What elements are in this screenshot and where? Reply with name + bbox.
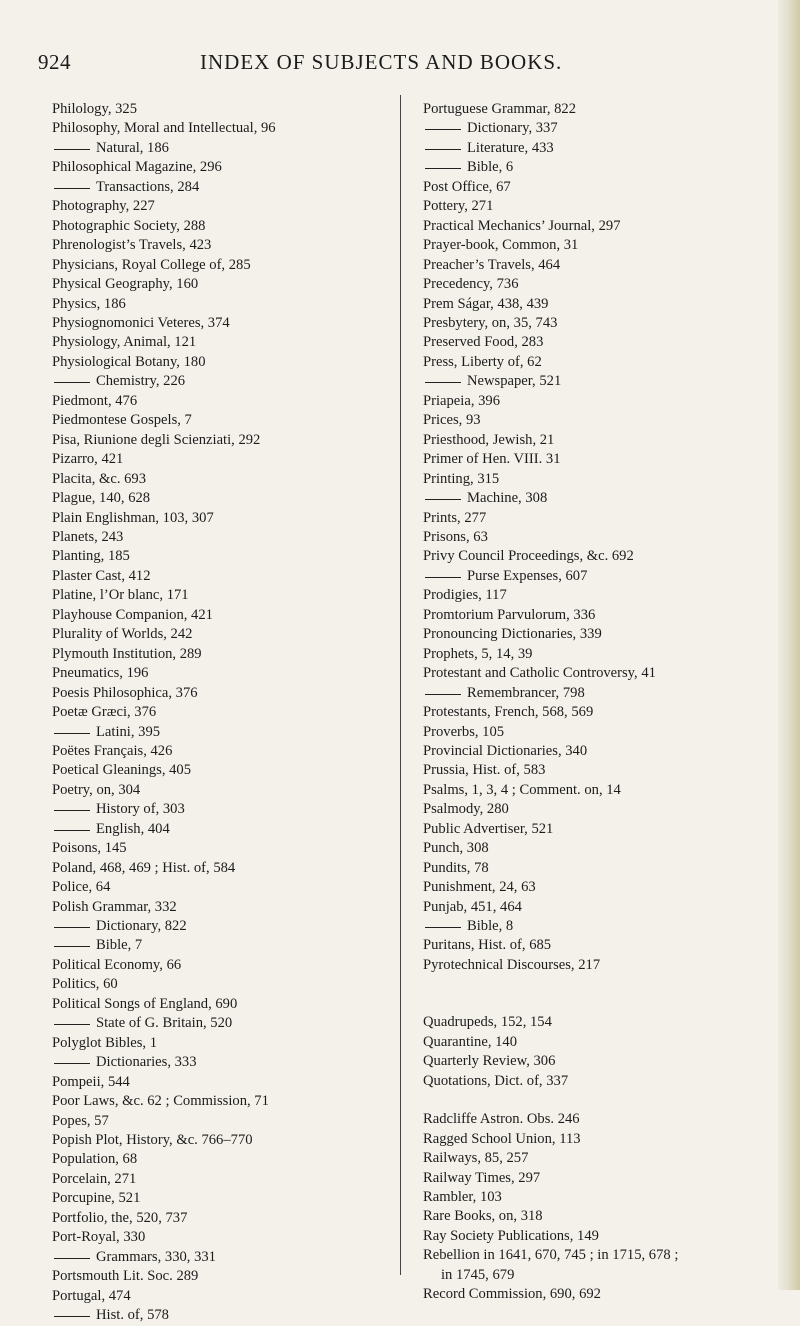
index-entry — [52, 975, 392, 994]
index-entry — [52, 489, 392, 508]
index-entry — [423, 1207, 783, 1226]
index-subentry — [52, 372, 392, 391]
index-subentry — [52, 1053, 392, 1072]
index-entry-text: Press, Liberty of, 62 — [423, 353, 542, 370]
index-entry — [52, 236, 392, 255]
index-entry — [52, 411, 392, 430]
index-entry-text: Placita, &c. 693 — [52, 470, 147, 487]
index-entry — [52, 547, 392, 566]
index-entry-text: Chemistry, 226 — [96, 373, 186, 390]
column-divider — [400, 95, 401, 1275]
index-entry-text: Dictionaries, 333 — [96, 1054, 197, 1071]
index-entry — [423, 1110, 783, 1129]
index-entry — [52, 392, 392, 411]
index-entry-text: Politics, 60 — [52, 976, 118, 993]
index-entry-text: Protestant and Catholic Controversy, 41 — [423, 665, 656, 682]
index-entry — [423, 800, 783, 819]
index-entry — [423, 1188, 783, 1207]
index-entry-text: Poesis Philosophica, 376 — [52, 684, 198, 701]
index-entry-text: Political Economy, 66 — [52, 956, 182, 973]
index-entry-text: Prices, 93 — [423, 412, 481, 429]
index-entry-text: Philosophy, Moral and Intellectual, 96 — [52, 120, 276, 137]
index-entry-text: Dictionary, 337 — [467, 120, 558, 137]
section-gap — [423, 1091, 783, 1110]
index-entry-text: Pronouncing Dictionaries, 339 — [423, 626, 602, 643]
index-section-r — [423, 1110, 783, 1305]
index-entry — [423, 275, 783, 294]
index-subentry — [52, 800, 392, 819]
index-entry-text: Promtorium Parvulorum, 336 — [423, 606, 596, 623]
index-entry-text: Piedmontese Gospels, 7 — [52, 412, 192, 429]
index-entry-text: Quarantine, 140 — [423, 1033, 518, 1050]
index-entry — [423, 178, 783, 197]
index-column-right — [423, 100, 783, 1305]
index-entry — [423, 1052, 783, 1071]
index-entry — [423, 528, 783, 547]
index-entry-text: Quadrupeds, 152, 154 — [423, 1014, 552, 1031]
index-entry — [52, 295, 392, 314]
index-entry — [423, 1285, 783, 1304]
index-entry — [423, 723, 783, 742]
index-entry — [52, 1150, 392, 1169]
index-entry-text: Protestants, French, 568, 569 — [423, 704, 594, 721]
index-entry-text: Post Office, 67 — [423, 178, 511, 195]
index-entry-text: English, 404 — [96, 820, 170, 837]
index-column-left — [52, 100, 392, 1326]
index-entry — [423, 1033, 783, 1052]
index-entry — [52, 703, 392, 722]
index-entry-text: Polyglot Bibles, 1 — [52, 1034, 158, 1051]
index-entry — [52, 333, 392, 352]
index-subentry — [52, 1248, 392, 1267]
index-entry-text: Pundits, 78 — [423, 859, 489, 876]
index-section-p — [423, 100, 783, 975]
index-entry-text: Physical Geography, 160 — [52, 276, 199, 293]
index-subentry — [52, 139, 392, 158]
index-entry — [52, 742, 392, 761]
index-entry-text: Poisons, 145 — [52, 840, 127, 857]
index-entry — [423, 820, 783, 839]
index-entry-text: Playhouse Companion, 421 — [52, 606, 213, 623]
index-entry — [423, 664, 783, 683]
index-entry-text: Pyrotechnical Discourses, 217 — [423, 956, 601, 973]
index-entry — [52, 528, 392, 547]
index-entry-text: Literature, 433 — [467, 139, 554, 156]
index-entry — [52, 1092, 392, 1111]
index-subentry — [52, 1306, 392, 1325]
index-entry-text: Prem Ságar, 438, 439 — [423, 295, 549, 312]
index-section-q — [423, 1013, 783, 1091]
index-entry-text: Physics, 186 — [52, 295, 126, 312]
index-entry-text: Physiology, Animal, 121 — [52, 334, 197, 351]
index-entry — [423, 625, 783, 644]
index-subentry — [423, 567, 783, 586]
index-entry-text: Priapeia, 396 — [423, 392, 501, 409]
index-subentry — [423, 139, 783, 158]
index-entry-text: Porcelain, 271 — [52, 1170, 137, 1187]
index-entry — [423, 295, 783, 314]
index-entry-text: Transactions, 284 — [96, 178, 200, 195]
index-entry — [423, 1072, 783, 1091]
index-entry-text: Police, 64 — [52, 879, 111, 896]
index-entry — [52, 217, 392, 236]
index-entry — [423, 956, 783, 975]
page-number: 924 — [38, 50, 71, 74]
index-entry — [423, 392, 783, 411]
index-entry-text: Latini, 395 — [96, 723, 161, 740]
index-entry-text: Ragged School Union, 113 — [423, 1130, 581, 1147]
index-entry — [52, 859, 392, 878]
index-entry-text: Pizarro, 421 — [52, 451, 124, 468]
index-subentry — [52, 1014, 392, 1033]
index-entry-text: Porcupine, 521 — [52, 1190, 141, 1207]
index-subentry — [423, 489, 783, 508]
index-entry-text: Preserved Food, 283 — [423, 334, 544, 351]
index-subentry — [52, 917, 392, 936]
index-entry-text: Piedmont, 476 — [52, 392, 138, 409]
index-entry — [52, 1267, 392, 1286]
index-subentry — [52, 936, 392, 955]
index-entry-text: Prayer-book, Common, 31 — [423, 237, 579, 254]
section-gap — [423, 975, 783, 994]
index-entry-text: Planets, 243 — [52, 528, 124, 545]
index-entry-text: Dictionary, 822 — [96, 918, 187, 935]
index-entry — [423, 236, 783, 255]
index-entry — [52, 878, 392, 897]
index-entry — [423, 450, 783, 469]
index-entry-text: Priesthood, Jewish, 21 — [423, 431, 555, 448]
index-entry-text: Hist. of, 578 — [96, 1307, 169, 1324]
index-entry — [423, 470, 783, 489]
index-entry-text: Prophets, 5, 14, 39 — [423, 645, 533, 662]
index-entry — [423, 859, 783, 878]
index-entry-text: Railway Times, 297 — [423, 1169, 541, 1186]
index-entry — [52, 470, 392, 489]
index-entry-text: Philology, 325 — [52, 101, 138, 117]
index-entry-text: Quarterly Review, 306 — [423, 1053, 556, 1070]
index-subentry — [52, 723, 392, 742]
index-entry-text: Machine, 308 — [467, 490, 548, 507]
index-entry-text: Newspaper, 521 — [467, 373, 562, 390]
index-subentry — [423, 119, 783, 138]
index-entry — [423, 586, 783, 605]
index-entry-text: Quotations, Dict. of, 337 — [423, 1072, 569, 1089]
index-entry-text: Punch, 308 — [423, 840, 489, 857]
index-entry-text: Platine, l’Or blanc, 171 — [52, 587, 189, 604]
index-entry-text: Political Songs of England, 690 — [52, 995, 238, 1012]
index-entry-text: Port-Royal, 330 — [52, 1229, 146, 1246]
index-entry — [52, 1112, 392, 1131]
index-entry-text: Psalmody, 280 — [423, 801, 509, 818]
index-entry-text: Planting, 185 — [52, 548, 130, 565]
index-entry-text: Poetæ Græci, 376 — [52, 704, 157, 721]
index-entry-text: Philosophical Magazine, 296 — [52, 159, 222, 176]
index-subentry — [423, 372, 783, 391]
index-entry — [52, 956, 392, 975]
index-entry-text: Plaster Cast, 412 — [52, 567, 151, 584]
running-title: INDEX OF SUBJECTS AND BOOKS. — [200, 50, 563, 74]
index-subentry — [423, 158, 783, 177]
index-entry-text: Radcliffe Astron. Obs. 246 — [423, 1111, 580, 1128]
index-entry — [52, 1189, 392, 1208]
index-entry-text: Poor Laws, &c. 62 ; Commission, 71 — [52, 1093, 269, 1110]
index-entry — [52, 761, 392, 780]
index-entry — [52, 625, 392, 644]
index-entry — [52, 1209, 392, 1228]
index-entry-text: Printing, 315 — [423, 470, 500, 487]
index-entry — [423, 1130, 783, 1149]
index-entry-text: Poland, 468, 469 ; Hist. of, 584 — [52, 859, 236, 876]
index-entry — [52, 898, 392, 917]
index-subentry — [423, 684, 783, 703]
index-entry-text: Provincial Dictionaries, 340 — [423, 742, 588, 759]
index-entry — [423, 314, 783, 333]
index-entry — [423, 100, 783, 119]
section-gap — [423, 994, 783, 1013]
index-entry — [52, 781, 392, 800]
index-entry-text: Rambler, 103 — [423, 1189, 502, 1206]
index-entry — [52, 664, 392, 683]
index-entry-text: Proverbs, 105 — [423, 723, 505, 740]
index-entry-text: Portsmouth Lit. Soc. 289 — [52, 1268, 199, 1285]
index-entry-text: Prodigies, 117 — [423, 587, 507, 604]
index-entry-text: Plymouth Institution, 289 — [52, 645, 202, 662]
index-entry — [52, 1170, 392, 1189]
index-entry-text: Popes, 57 — [52, 1112, 109, 1129]
index-entry — [52, 509, 392, 528]
index-entry-text: Poëtes Français, 426 — [52, 742, 173, 759]
index-entry-text: Pottery, 271 — [423, 198, 494, 215]
index-entry — [423, 509, 783, 528]
index-entry — [423, 197, 783, 216]
index-entry — [423, 742, 783, 761]
index-entry-text: Physicians, Royal College of, 285 — [52, 256, 251, 273]
index-entry — [423, 411, 783, 430]
index-entry — [52, 197, 392, 216]
index-entry-text: Bible, 6 — [467, 159, 514, 176]
index-entry — [52, 839, 392, 858]
index-entry-text: History of, 303 — [96, 801, 185, 818]
index-entry — [423, 431, 783, 450]
index-entry-text: Photographic Society, 288 — [52, 217, 206, 234]
index-entry-text: in 1745, 679 — [441, 1266, 515, 1283]
index-entry-text: Punjab, 451, 464 — [423, 898, 522, 915]
index-entry-text: Portuguese Grammar, 822 — [423, 101, 577, 117]
index-entry-text: State of G. Britain, 520 — [96, 1015, 233, 1032]
index-entry-text: Pisa, Riunione degli Scienziati, 292 — [52, 431, 261, 448]
index-entry — [52, 431, 392, 450]
index-entry — [423, 1013, 783, 1032]
index-entry-text: Public Advertiser, 521 — [423, 820, 554, 837]
index-subentry — [52, 178, 392, 197]
index-entry-text: Plague, 140, 628 — [52, 490, 151, 507]
index-entry — [52, 586, 392, 605]
index-entry — [423, 1149, 783, 1168]
index-entry — [423, 878, 783, 897]
index-entry-text: Railways, 85, 257 — [423, 1150, 529, 1167]
index-entry-text: Prints, 277 — [423, 509, 487, 526]
index-entry-text: Remembrancer, 798 — [467, 684, 585, 701]
index-entry-text: Punishment, 24, 63 — [423, 879, 536, 896]
index-entry — [52, 995, 392, 1014]
index-entry-text: Population, 68 — [52, 1151, 138, 1168]
index-entry-text: Ray Society Publications, 149 — [423, 1227, 599, 1244]
index-entry — [52, 450, 392, 469]
index-entry — [423, 645, 783, 664]
index-entry — [52, 353, 392, 372]
index-entry-text: Rare Books, on, 318 — [423, 1208, 543, 1225]
index-entry-text: Popish Plot, History, &c. 766–770 — [52, 1132, 253, 1149]
index-entry-text: Record Commission, 690, 692 — [423, 1286, 601, 1303]
index-entry — [423, 333, 783, 352]
index-entry — [52, 567, 392, 586]
index-entry-text: Rebellion in 1641, 670, 745 ; in 1715, 678 ; — [423, 1247, 679, 1264]
index-entry-text: Purse Expenses, 607 — [467, 567, 588, 584]
index-entry — [423, 936, 783, 955]
index-entry — [423, 1246, 783, 1265]
index-entry-text: Practical Mechanics’ Journal, 297 — [423, 217, 621, 234]
index-entry — [423, 606, 783, 625]
index-entry-text: Puritans, Hist. of, 685 — [423, 937, 552, 954]
index-entry — [423, 353, 783, 372]
index-entry — [52, 1034, 392, 1053]
index-entry — [423, 256, 783, 275]
index-entry — [423, 839, 783, 858]
index-subentry — [52, 820, 392, 839]
index-entry — [423, 703, 783, 722]
index-entry — [423, 1169, 783, 1188]
index-entry — [423, 781, 783, 800]
index-entry-text: Prussia, Hist. of, 583 — [423, 762, 546, 779]
index-entry — [52, 275, 392, 294]
index-entry — [52, 606, 392, 625]
index-entry-text: Psalms, 1, 3, 4 ; Comment. on, 14 — [423, 781, 621, 798]
index-entry-text: Pompeii, 544 — [52, 1073, 130, 1090]
index-entry — [52, 100, 392, 119]
index-entry-text: Portugal, 474 — [52, 1287, 131, 1304]
index-subentry — [423, 917, 783, 936]
index-entry-text: Phrenologist’s Travels, 423 — [52, 237, 212, 254]
index-entry-text: Bible, 7 — [96, 937, 143, 954]
index-entry-text: Precedency, 736 — [423, 276, 519, 293]
index-entry — [52, 1131, 392, 1150]
index-entry — [423, 1227, 783, 1246]
index-entry-text: Poetical Gleanings, 405 — [52, 762, 192, 779]
index-entry — [423, 761, 783, 780]
index-entry — [52, 119, 392, 138]
index-entry-text: Poetry, on, 304 — [52, 781, 141, 798]
index-entry-text: Privy Council Proceedings, &c. 692 — [423, 548, 634, 565]
index-entry-text: Pneumatics, 196 — [52, 665, 149, 682]
index-entry-text: Polish Grammar, 332 — [52, 898, 177, 915]
index-entry-text: Preacher’s Travels, 464 — [423, 256, 561, 273]
index-entry-text: Plurality of Worlds, 242 — [52, 626, 193, 643]
index-entry-text: Presbytery, on, 35, 743 — [423, 314, 558, 331]
index-entry — [423, 547, 783, 566]
index-entry — [52, 1228, 392, 1247]
index-entry-text: Physiognomonici Veteres, 374 — [52, 314, 230, 331]
index-entry — [52, 158, 392, 177]
index-entry — [423, 217, 783, 236]
index-entry — [52, 314, 392, 333]
index-entry — [423, 1266, 783, 1285]
index-entry-text: Photography, 227 — [52, 198, 155, 215]
index-entry-text: Portfolio, the, 520, 737 — [52, 1209, 188, 1226]
index-entry — [52, 256, 392, 275]
index-entry-text: Physiological Botany, 180 — [52, 353, 206, 370]
index-entry-text: Prisons, 63 — [423, 528, 488, 545]
index-entry — [52, 684, 392, 703]
index-entry — [52, 1073, 392, 1092]
index-entry-text: Bible, 8 — [467, 918, 514, 935]
index-entry-text: Primer of Hen. VIII. 31 — [423, 451, 561, 468]
index-entry — [52, 645, 392, 664]
index-entry-text: Natural, 186 — [96, 139, 169, 156]
index-entry-text: Grammars, 330, 331 — [96, 1248, 216, 1265]
index-entry — [423, 898, 783, 917]
index-entry-text: Plain Englishman, 103, 307 — [52, 509, 214, 526]
page-header — [0, 50, 800, 80]
